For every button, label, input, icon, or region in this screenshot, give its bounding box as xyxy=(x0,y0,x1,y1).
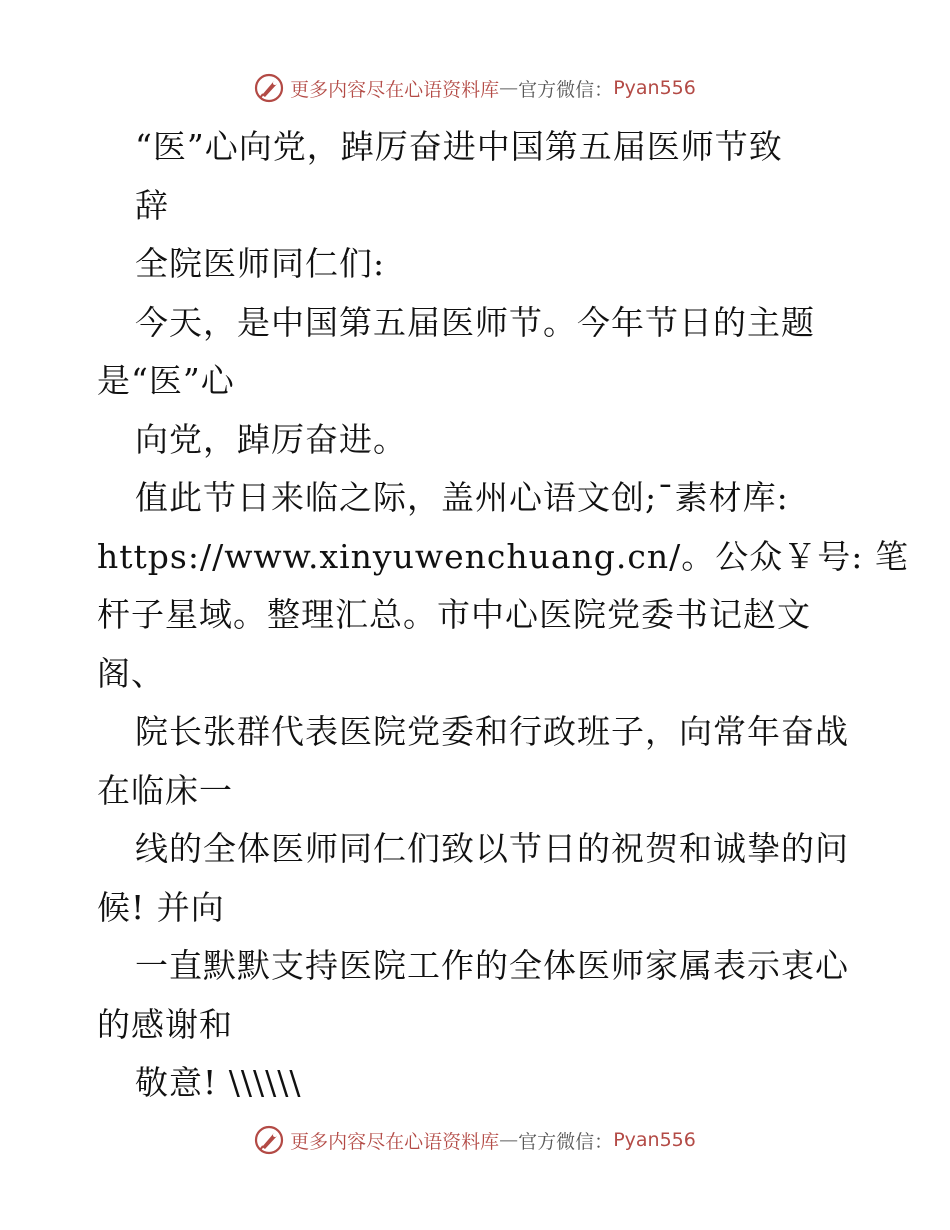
footer-banner xyxy=(0,1120,950,1160)
paragraph-line: 的感谢和 xyxy=(97,1004,233,1044)
banner-separator: — xyxy=(499,77,519,99)
paragraph-line: 线的全体医师同仁们致以节日的祝贺和诚挚的问 xyxy=(135,829,849,868)
document-body xyxy=(97,118,909,1113)
paragraph-line: 院长张群代表医院党委和行政班子，向常年奋战 xyxy=(135,712,849,751)
document-title-line-2: 辞 xyxy=(135,185,169,225)
quill-logo-icon xyxy=(254,73,284,103)
paragraph-line: 一直默默支持医院工作的全体医师家属表示衷心 xyxy=(135,946,849,985)
banner-wechat-label: 官方微信： xyxy=(518,78,614,101)
document-title-line-1: “医”心向党，踔厉奋进中国第五届医师节致 xyxy=(135,127,783,166)
banner-wechat-label: 官方微信： xyxy=(518,1130,614,1153)
header-banner xyxy=(0,68,950,108)
paragraph-line: 杆子星域。整理汇总。市中心医院党委书记赵文 xyxy=(97,595,811,634)
paragraph-line: 敬意! \\\\\\ xyxy=(135,1063,302,1102)
banner-wechat-id: Pyan556 xyxy=(613,77,696,99)
salutation: 全院医师同仁们: xyxy=(135,244,386,283)
paragraph-line: 阁、 xyxy=(97,653,165,693)
paragraph-line: 值此节日来临之际，盖州心语文创;¯素材库: xyxy=(135,478,789,517)
paragraph-line: 是“医”心 xyxy=(97,361,235,400)
banner-separator: — xyxy=(499,1129,519,1151)
paragraph-line: 候! 并向 xyxy=(97,887,225,927)
banner-text: 更多内容尽在心语资料库 xyxy=(290,78,500,101)
paragraph-line: 今天，是中国第五届医师节。今年节日的主题 xyxy=(135,302,815,342)
paragraph-line: 在临床一 xyxy=(97,770,233,810)
banner-wechat-id: Pyan556 xyxy=(613,1129,696,1151)
paragraph-line: 向党，踔厉奋进。 xyxy=(135,419,407,459)
banner-text: 更多内容尽在心语资料库 xyxy=(290,1130,500,1153)
paragraph-line: https://www.xinyuwenchuang.cn/。公众￥号: 笔 xyxy=(97,536,909,576)
quill-logo-icon xyxy=(254,1125,284,1155)
